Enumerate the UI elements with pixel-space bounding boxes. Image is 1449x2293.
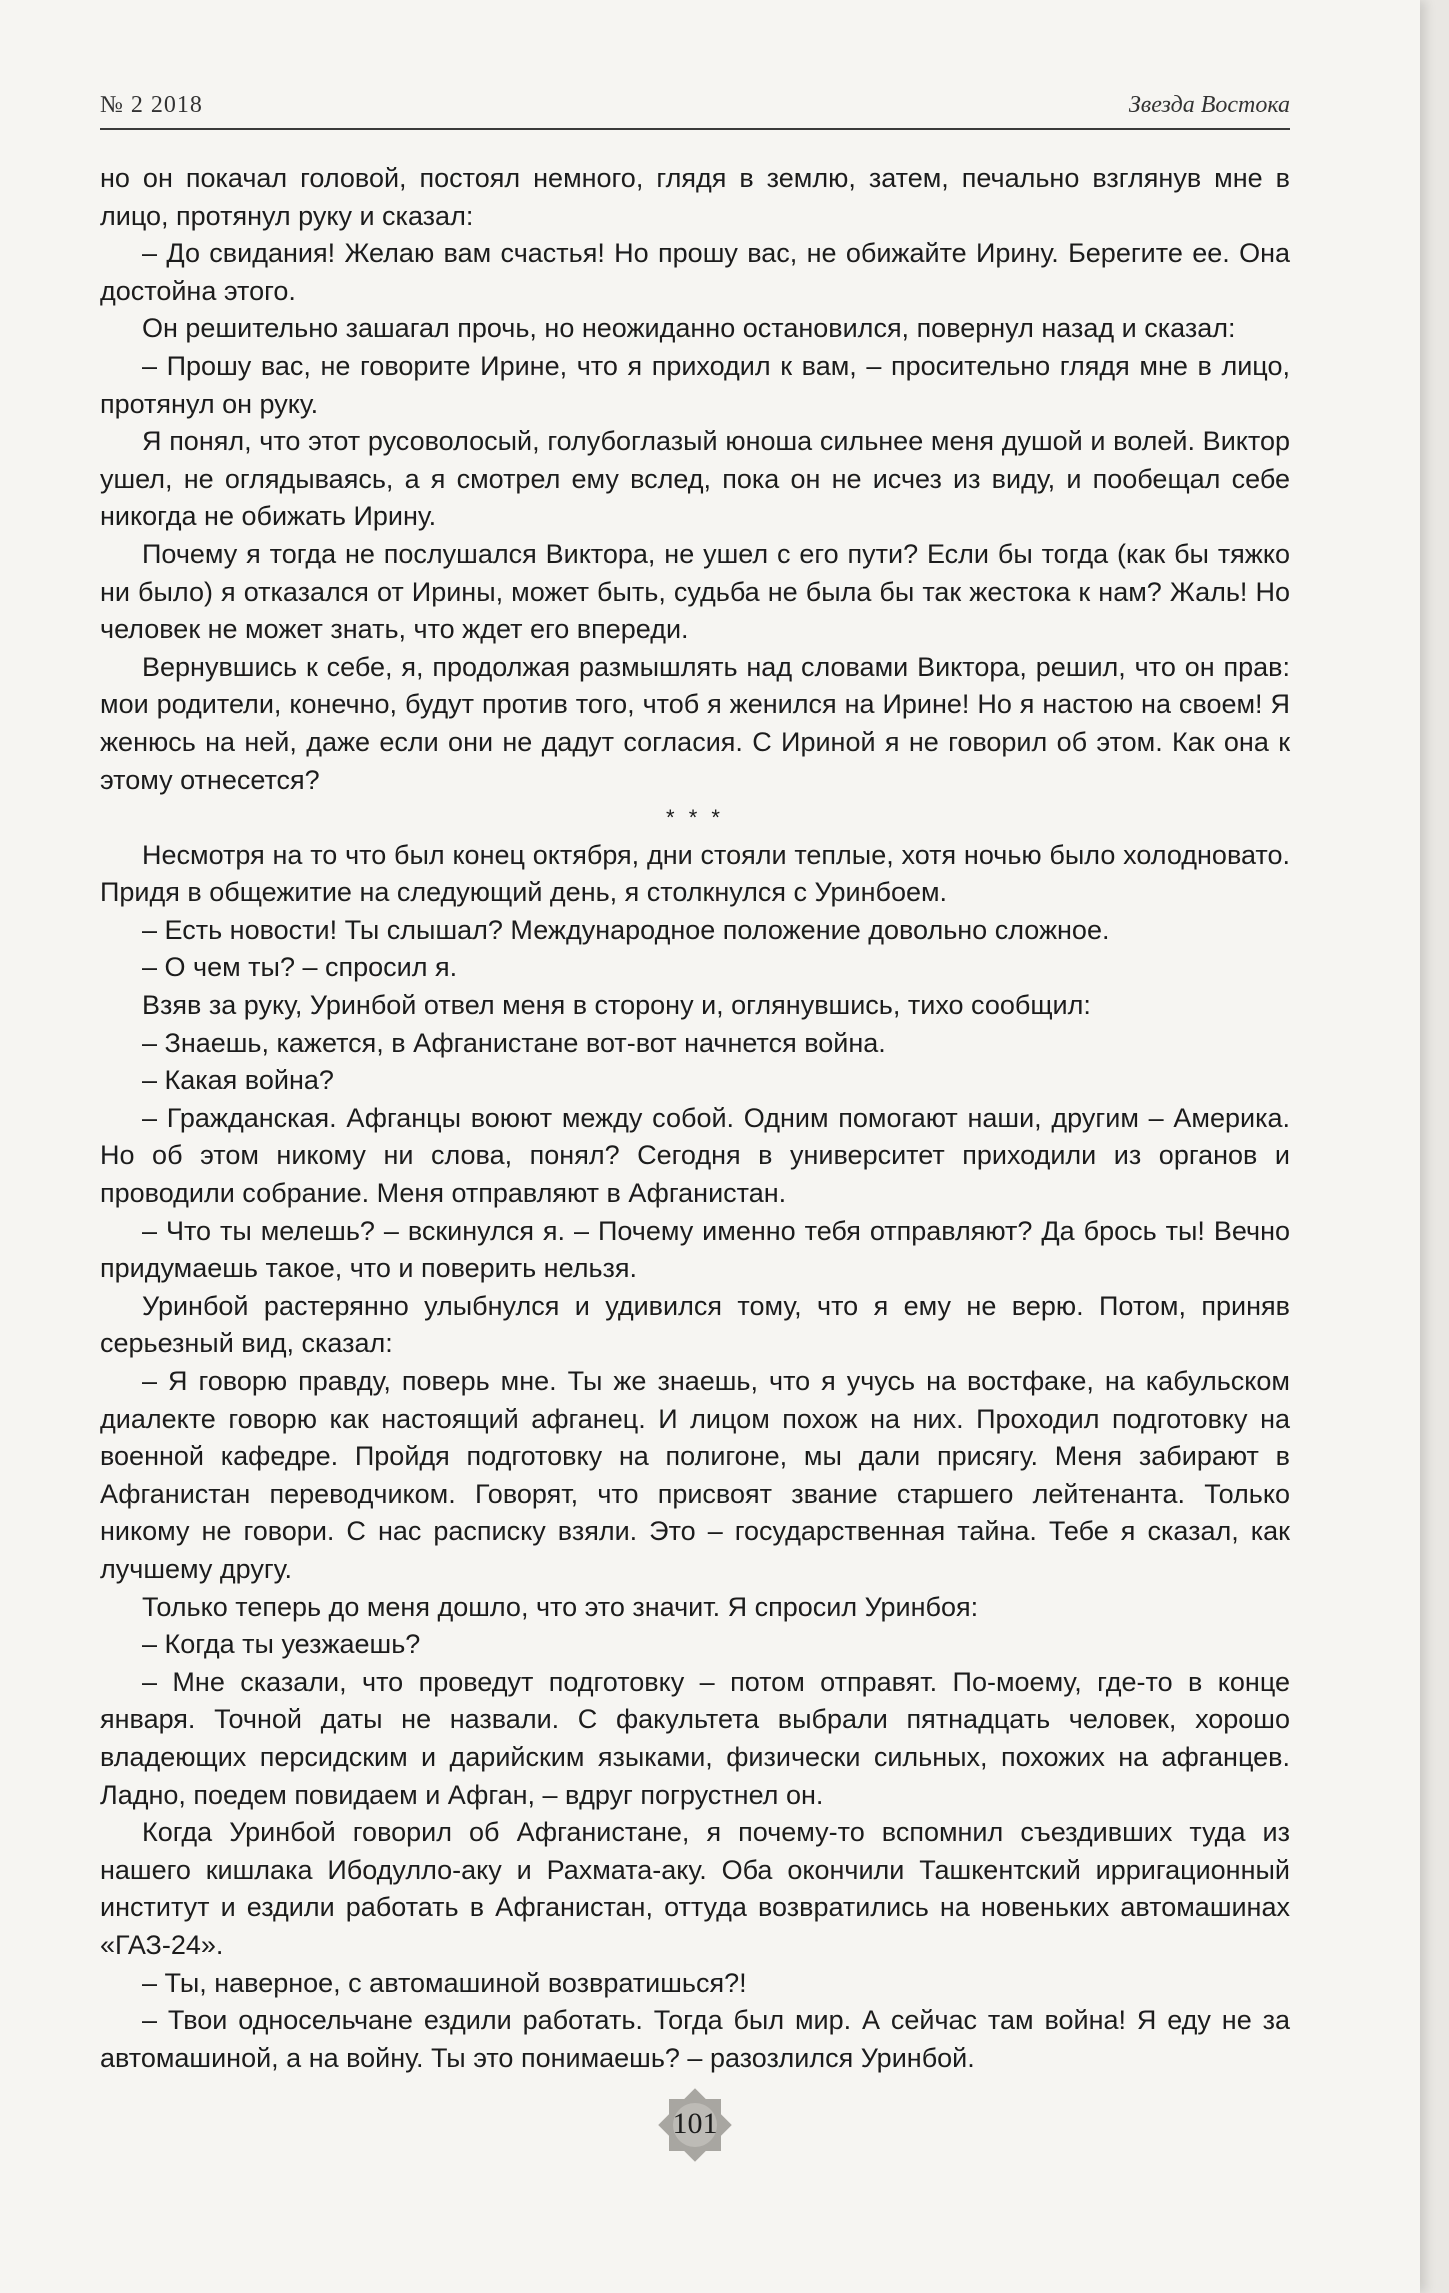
paragraph: Взяв за руку, Уринбой отвел меня в сторону и, оглянувшись, тихо сообщил: <box>142 990 1091 1021</box>
paragraph: Я понял, что этот русоволосый, голубоглазый юноша сильнее меня душой и волей. Виктор ушел, не оглядываясь, а я смотрел ему вслед, пока он не исчез из виду, и пообещал себе никогда не обижать Ирину. <box>100 426 1290 532</box>
running-header <box>100 90 1290 130</box>
page-number-badge <box>655 2085 735 2165</box>
paragraph: – О чем ты? – спросил я. <box>142 952 458 983</box>
page-number: 101 <box>672 2107 718 2140</box>
paragraph: Уринбой растерянно улыбнулся и удивился тому, что я ему не верю. Потом, приняв серьезный вид, сказал: <box>100 1290 1290 1359</box>
paragraph: – До свидания! Желаю вам счастья! Но прошу вас, не обижайте Ирину. Берегите ее. Она достойна этого. <box>100 238 1290 306</box>
paragraph: – Что ты мелешь? – вскинулся я. – Почему именно тебя отправляют? Да брось ты! Вечно придумаешь такое, что и поверить нельзя. <box>100 1215 1290 1284</box>
paragraph: – Знаешь, кажется, в Афганистане вот-вот начнется война. <box>142 1027 886 1058</box>
paragraph: Только теперь до меня дошло, что это значит. Я спросил Уринбоя: <box>142 1591 979 1622</box>
paragraph: – Когда ты уезжаешь? <box>142 1629 421 1660</box>
journal-title: Звезда Востока <box>1128 92 1290 118</box>
paragraph: – Есть новости! Ты слышал? Международное положение довольно сложное. <box>142 914 1110 945</box>
paragraph: – Ты, наверное, с автомашиной возвратишься?! <box>142 1967 747 1998</box>
paragraph: Когда Уринбой говорил об Афганистане, я почему-то вспомнил съездивших туда из нашего кишлака Ибодулло-аку и Рахмата-аку. Оба окончили Ташкентский ирригационный институт и ездили работать в Афганистан, оттуда возвратились на новеньких автомашинах «ГАЗ-24». <box>100 1817 1290 1960</box>
issue-number: № 2 2018 <box>100 92 203 118</box>
paragraph: – Твои односельчане ездили работать. Тогда был мир. А сейчас там война! Я еду не за автомашиной, а на войну. Ты это понимаешь? – разозлился Уринбой. <box>100 2005 1290 2073</box>
paragraph: Вернувшись к себе, я, продолжая размышлять над словами Виктора, решил, что он прав: мои родители, конечно, будут против того, чтоб я женился на Ирине! Но я настою на своем! Я женюсь на ней, даже если они не дадут согласия. С Ириной я не говорил об этом. Как она к этому отнесется? <box>100 651 1290 795</box>
paragraph: – Мне сказали, что проведут подготовку – потом отправят. По-моему, где-то в конце января. Точной даты не назвали. С факультета выбрали пятнадцать человек, хорошо владеющих персидским и дарийским языками, физически сильных, похожих на афганцев. Ладно, поедем повидаем и Афган, – вдруг погрустнел он. <box>100 1666 1290 1810</box>
body-text <box>100 160 1290 2077</box>
paragraph: Почему я тогда не послушался Виктора, не ушел с его пути? Если бы тогда (как бы тяжко ни было) я отказался от Ирины, может быть, судьба не была бы так жестока к нам? Жаль! Но человек не может знать, что ждет его впереди. <box>100 538 1290 645</box>
paragraph: – Прошу вас, не говорите Ирине, что я приходил к вам, – просительно глядя мне в лицо, протянул он руку. <box>100 350 1290 419</box>
section-separator: * * * <box>666 805 724 831</box>
paragraph: Он решительно зашагал прочь, но неожиданно остановился, повернул назад и сказал: <box>142 313 1236 344</box>
paragraph: – Гражданская. Афганцы воюют между собой. Одним помогают наши, другим – Америка. Но об этом никому ни слова, понял? Сегодня в университет приходили из органов и проводили собрание. Меня отправляют в Афганистан. <box>100 1102 1290 1209</box>
paragraph: но он покачал головой, постоял немного, глядя в землю, затем, печально взглянув мне в лицо, протянул руку и сказал: <box>100 163 1290 231</box>
paragraph: – Я говорю правду, поверь мне. Ты же знаешь, что я учусь на востфаке, на кабульском диалекте говорю как настоящий афганец. И лицом похож на них. Проходил подготовку на военной кафедре. Пройдя подготовку на полигоне, мы дали присягу. Меня забирают в Афганистан переводчиком. Говорят, что присвоят звание старшего лейтенанта. Только никому не говори. С нас расписку взяли. Это – государственная тайна. Тебе я сказал, как лучшему другу. <box>100 1366 1290 1584</box>
paragraph: Несмотря на то что был конец октября, дни стояли теплые, хотя ночью было холодновато. Придя в общежитие на следующий день, я столкнулся с Уринбоем. <box>100 839 1290 908</box>
paragraph: – Какая война? <box>142 1065 334 1096</box>
